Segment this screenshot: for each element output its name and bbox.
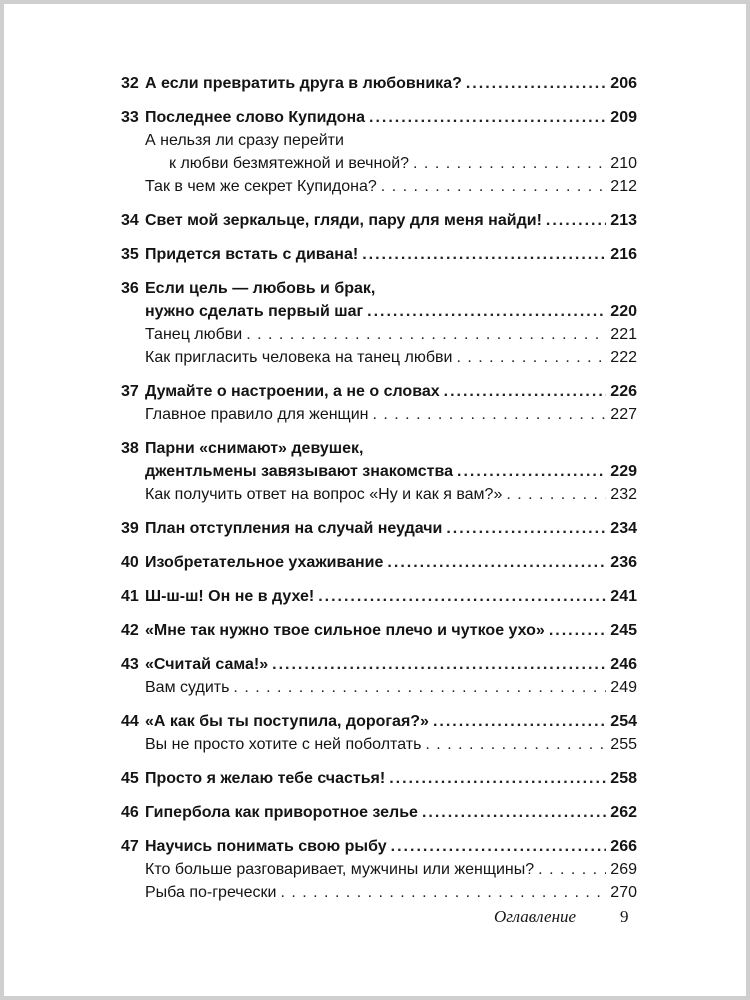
page-number: 9: [620, 907, 629, 926]
toc-chapter: [121, 619, 637, 642]
toc-page-number: 209: [610, 109, 637, 126]
chapter-title: нужно сделать первый шаг: [145, 303, 364, 320]
toc-chapter: [121, 106, 637, 198]
dot-leader: [413, 152, 606, 175]
toc-page-number: 241: [610, 588, 637, 605]
chapter-title: Если цель — любовь и брак,: [145, 280, 376, 297]
toc-page-number: 226: [610, 383, 637, 400]
toc-page-number: 234: [610, 520, 637, 537]
dot-leader: [272, 653, 606, 676]
chapter-title: «Мне так нужно твое сильное плечо и чуткое ухо»: [145, 622, 545, 639]
dot-leader: [369, 106, 606, 129]
chapter-number: 34: [121, 212, 139, 229]
toc-subsection-line: [121, 676, 637, 699]
dot-leader: [456, 346, 606, 369]
subsection-title: Вы не просто хотите с ней поболтать: [145, 736, 422, 753]
subsection-title: Как пригласить человека на танец любви: [145, 349, 453, 366]
toc-chapter-line: [121, 460, 637, 483]
toc-chapter-line: [121, 209, 637, 232]
toc-chapter-line: [121, 72, 637, 95]
dot-leader: [362, 243, 606, 266]
subsection-title: Рыба по-гречески: [145, 884, 277, 901]
dot-leader: [381, 175, 607, 198]
chapter-title: Свет мой зеркальце, гляди, пару для меня найди!: [145, 212, 542, 229]
toc-chapter-line: [121, 710, 637, 733]
subsection-title: Кто больше разговаривает, мужчины или женщины?: [145, 861, 535, 878]
dot-leader: [444, 380, 607, 403]
running-title: Оглавление: [494, 907, 577, 926]
chapter-title: Изобретательное ухаживание: [145, 554, 384, 571]
book-page: [4, 4, 746, 996]
toc-chapter: [121, 277, 637, 369]
toc-subsection-line: [121, 129, 637, 152]
toc-page-number: 266: [610, 838, 637, 855]
subsection-title: Вам судить: [145, 679, 230, 696]
toc-subsection-line: [121, 323, 637, 346]
toc-page-number: 254: [610, 713, 637, 730]
dot-leader: [425, 733, 606, 756]
dot-leader: [538, 858, 606, 881]
toc-chapter-line: [121, 835, 637, 858]
toc-chapter-line: [121, 619, 637, 642]
toc-subsection-line: [121, 733, 637, 756]
toc-chapter: [121, 380, 637, 426]
toc-chapter-line: [121, 551, 637, 574]
chapter-number: 43: [121, 656, 139, 673]
subsection-title: Так в чем же секрет Купидона?: [145, 178, 377, 195]
dot-leader: [387, 551, 606, 574]
toc-chapter-line: [121, 585, 637, 608]
toc-chapter: [121, 551, 637, 574]
toc-chapter: [121, 653, 637, 699]
toc-chapter-line: [121, 300, 637, 323]
toc-page-number: 270: [610, 884, 637, 901]
toc-chapter: [121, 801, 637, 824]
toc-chapter: [121, 209, 637, 232]
subsection-title: Главное правило для женщин: [145, 406, 369, 423]
toc-page-number: 206: [610, 75, 637, 92]
toc-page-number: 210: [610, 155, 637, 172]
chapter-number: 32: [121, 75, 139, 92]
toc-chapter: [121, 243, 637, 266]
chapter-number: 37: [121, 383, 139, 400]
chapter-title: Придется встать с дивана!: [145, 246, 359, 263]
toc-page-number: 213: [610, 212, 637, 229]
dot-leader: [389, 767, 606, 790]
toc-page-number: 246: [610, 656, 637, 673]
toc-chapter: [121, 767, 637, 790]
subsection-title: Танец любви: [145, 326, 243, 343]
toc-page-number: 221: [610, 326, 637, 343]
table-of-contents: [121, 72, 637, 915]
dot-leader: [466, 72, 606, 95]
chapter-title: Последнее слово Купидона: [145, 109, 365, 126]
toc-subsection-line: [121, 175, 637, 198]
toc-subsection-line: [121, 152, 637, 175]
dot-leader: [373, 403, 607, 426]
dot-leader: [446, 517, 606, 540]
toc-page-number: 245: [610, 622, 637, 639]
toc-page-number: 258: [610, 770, 637, 787]
chapter-title: «Считай сама!»: [145, 656, 269, 673]
chapter-number: 38: [121, 440, 139, 457]
toc-subsection-line: [121, 881, 637, 904]
chapter-title: План отступления на случай неудачи: [145, 520, 443, 537]
subsection-title: А нельзя ли сразу перейти: [145, 132, 344, 149]
toc-page-number: 255: [610, 736, 637, 753]
toc-chapter: [121, 835, 637, 904]
subsection-title: Как получить ответ на вопрос «Ну и как я вам?»: [145, 486, 503, 503]
chapter-title: Научись понимать свою рыбу: [145, 838, 387, 855]
chapter-number: 36: [121, 280, 139, 297]
dot-leader: [546, 209, 606, 232]
toc-subsection-line: [121, 483, 637, 506]
toc-chapter-line: [121, 653, 637, 676]
chapter-title: А если превратить друга в любовника?: [145, 75, 462, 92]
chapter-title: Просто я желаю тебе счастья!: [145, 770, 386, 787]
subsection-title: к любви безмятежной и вечной?: [169, 155, 410, 172]
toc-page-number: 229: [610, 463, 637, 480]
chapter-number: 47: [121, 838, 139, 855]
chapter-number: 40: [121, 554, 139, 571]
toc-page-number: 232: [610, 486, 637, 503]
dot-leader: [318, 585, 606, 608]
toc-chapter: [121, 72, 637, 95]
chapter-number: 44: [121, 713, 139, 730]
chapter-number: 46: [121, 804, 139, 821]
dot-leader: [549, 619, 606, 642]
toc-subsection-line: [121, 403, 637, 426]
toc-page-number: 249: [610, 679, 637, 696]
dot-leader: [391, 835, 607, 858]
toc-page-number: 222: [610, 349, 637, 366]
chapter-number: 42: [121, 622, 139, 639]
toc-chapter-line: [121, 801, 637, 824]
dot-leader: [422, 801, 606, 824]
toc-page-number: 216: [610, 246, 637, 263]
chapter-number: 35: [121, 246, 139, 263]
dot-leader: [506, 483, 606, 506]
toc-page-number: 220: [610, 303, 637, 320]
chapter-number: 33: [121, 109, 139, 126]
chapter-number: 41: [121, 588, 139, 605]
toc-page-number: 212: [610, 178, 637, 195]
toc-subsection-line: [121, 346, 637, 369]
toc-chapter-line: [121, 517, 637, 540]
toc-chapter-line: [121, 243, 637, 266]
chapter-title: Парни «снимают» девушек,: [145, 440, 364, 457]
toc-page-number: 227: [610, 406, 637, 423]
toc-chapter: [121, 585, 637, 608]
toc-chapter-line: [121, 437, 637, 460]
chapter-title: Ш-ш-ш! Он не в духе!: [145, 588, 315, 605]
toc-page-number: 262: [610, 804, 637, 821]
dot-leader: [457, 460, 606, 483]
dot-leader: [233, 676, 606, 699]
toc-chapter-line: [121, 380, 637, 403]
dot-leader: [280, 881, 606, 904]
toc-chapter-line: [121, 106, 637, 129]
dot-leader: [246, 323, 606, 346]
toc-chapter: [121, 437, 637, 506]
chapter-number: 39: [121, 520, 139, 537]
chapter-title: Думайте о настроении, а не о словах: [145, 383, 440, 400]
toc-page-number: 236: [610, 554, 637, 571]
chapter-number: 45: [121, 770, 139, 787]
chapter-title: Гипербола как приворотное зелье: [145, 804, 418, 821]
chapter-title: «А как бы ты поступила, дорогая?»: [145, 713, 429, 730]
dot-leader: [367, 300, 606, 323]
toc-chapter-line: [121, 277, 637, 300]
toc-page-number: 269: [610, 861, 637, 878]
toc-chapter-line: [121, 767, 637, 790]
chapter-title: джентльмены завязывают знакомства: [145, 463, 454, 480]
dot-leader: [433, 710, 606, 733]
toc-chapter: [121, 517, 637, 540]
toc-chapter: [121, 710, 637, 756]
toc-subsection-line: [121, 858, 637, 881]
